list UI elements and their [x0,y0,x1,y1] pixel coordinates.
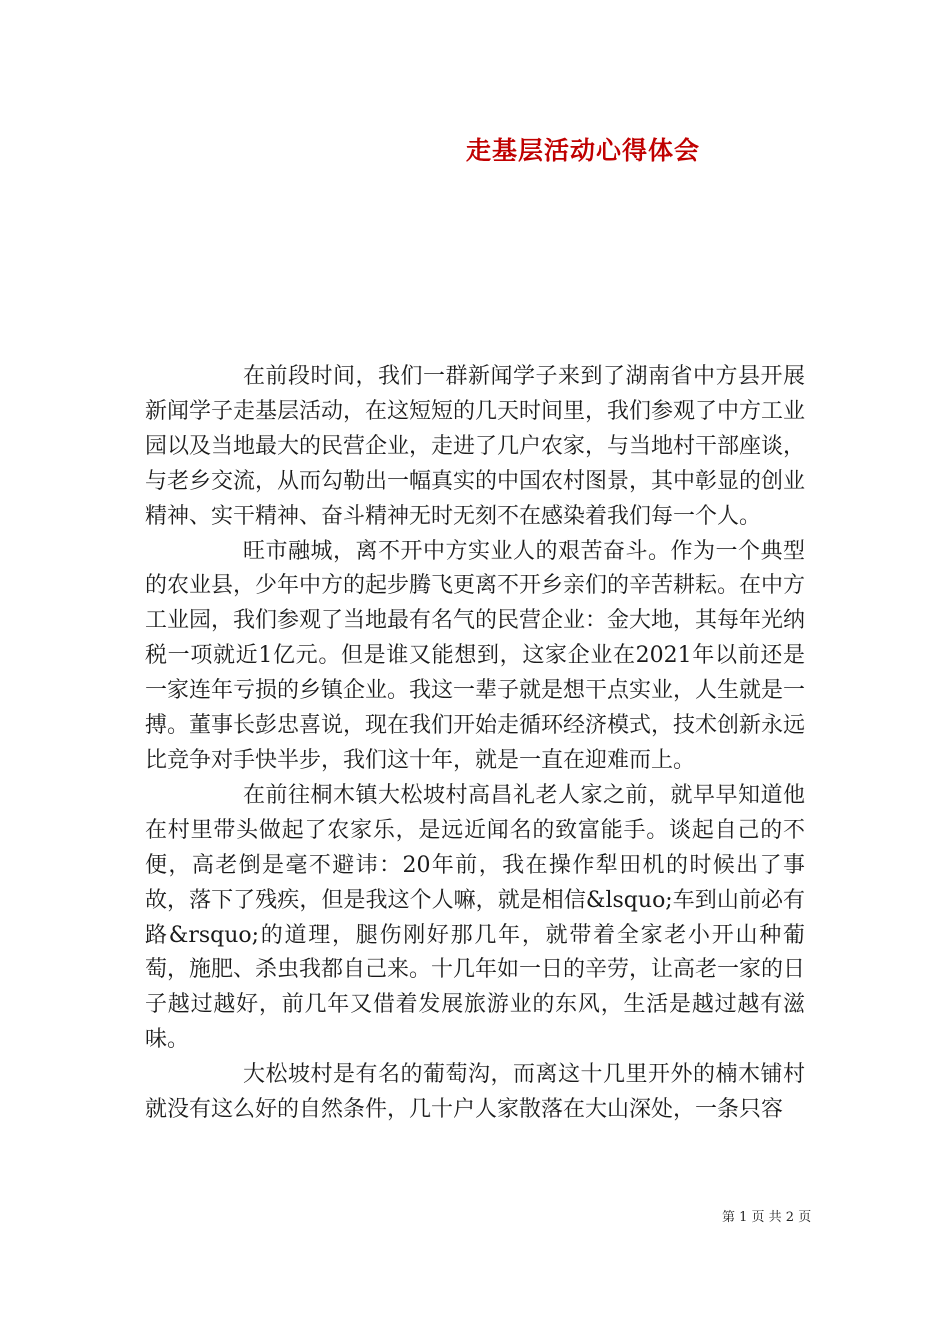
document-body [145,360,805,1128]
document-title: 走基层活动心得体会 [465,136,700,165]
paragraph: 旺市融城，离不开中方实业人的艰苦奋斗。作为一个典型的农业县，少年中方的起步腾飞更离不开乡亲们的辛苦耕耘。在中方工业园，我们参观了当地最有名气的民营企业：金大地，其每年光纳税一项就近1亿元。但是谁又能想到，这家企业在2021年以前还是一家连年亏损的乡镇企业。我这一辈子就是想干点实业，人生就是一搏。董事长彭忠喜说，现在我们开始走循环经济模式，技术创新永远比竞争对手快半步，我们这十年，就是一直在迎难而上。 [145,538,806,773]
paragraph: 在前往桐木镇大松坡村高昌礼老人家之前，就早早知道他在村里带头做起了农家乐，是远近闻名的致富能手。谈起自己的不便，高老倒是毫不避讳：20年前，我在操作犁田机的时候出了事故，落下了残疾，但是我这个人嘛，就是相信&lsquo;车到山前必有路&rsquo;的道理，腿伤刚好那几年，就带着全家老小开山种葡萄，施肥、杀虫我都自己来。十几年如一日的辛劳，让高老一家的日子越过越好，前几年又借着发展旅游业的东风，生活是越过越有滋味。 [145,782,806,1053]
paragraph: 在前段时间，我们一群新闻学子来到了湖南省中方县开展新闻学子走基层活动，在这短短的几天时间里，我们参观了中方工业园以及当地最大的民营企业，走进了几户农家，与当地村干部座谈，与老乡交流，从而勾勒出一幅真实的中国农村图景，其中彰显的创业精神、实干精神、奋斗精神无时无刻不在感染着我们每一个人。 [145,364,806,529]
paragraph: 大松坡村是有名的葡萄沟，而离这十几里开外的楠木铺村就没有这么好的自然条件，几十户人家散落在大山深处，一条只容 [145,1062,805,1123]
page-number-footer: 第 1 页 共 2 页 [722,1210,812,1225]
